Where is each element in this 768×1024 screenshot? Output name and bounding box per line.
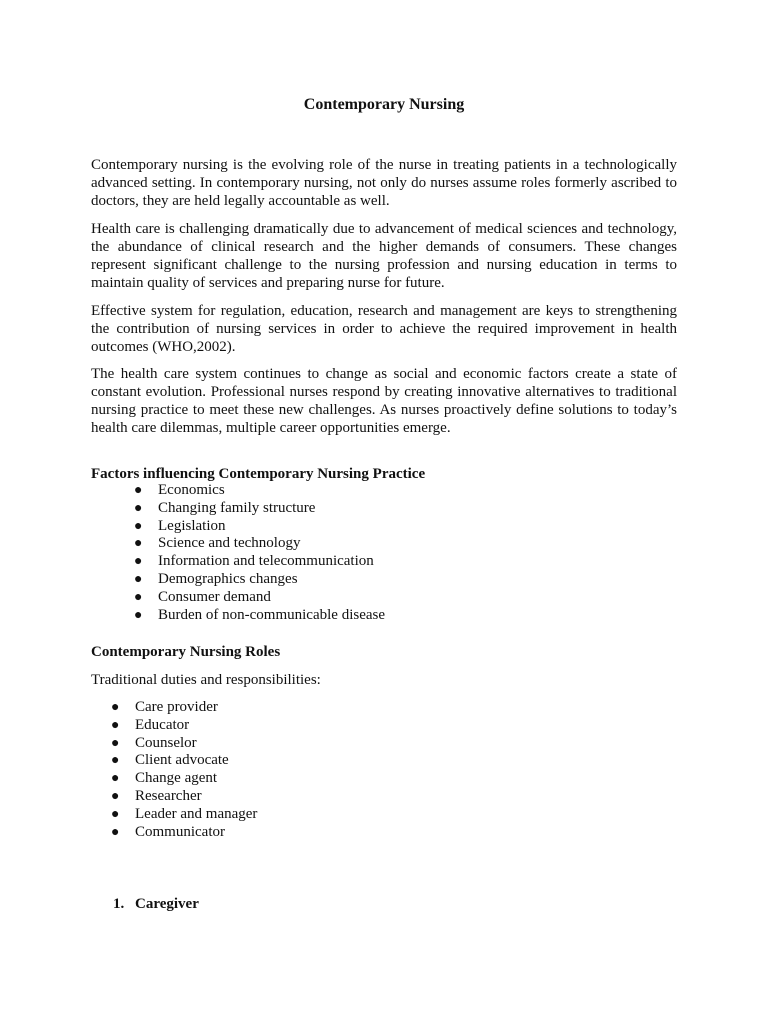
factors-list <box>134 482 386 624</box>
roles-intro: Traditional duties and responsibilities: <box>91 672 321 688</box>
list-item: ● Change agent <box>111 770 218 787</box>
list-item: ● Communicator <box>111 823 225 840</box>
bullet-icon: ● <box>134 483 143 498</box>
bullet-icon: ● <box>111 753 120 769</box>
document-title: Contemporary Nursing <box>303 96 465 113</box>
bullet-icon: ● <box>111 700 120 715</box>
section-label: Caregiver <box>135 896 199 912</box>
bullet-icon: ● <box>111 735 120 751</box>
list-item: ● Science and technology <box>134 535 301 552</box>
bullet-icon: ● <box>134 500 143 516</box>
bullet-icon: ● <box>134 589 143 605</box>
section-caregiver-heading <box>113 895 199 913</box>
list-item: ● Changing family structure <box>134 499 316 516</box>
bullet-icon: ● <box>111 806 120 822</box>
section-number: 1. <box>113 896 125 912</box>
paragraph-challenges: Health care is challenging dramatically due to advancement of medical sciences and technology, the abundance of clinical research and the higher demands of consumers. These changes represent significant challenge to the nursing profession and nursing education in terms to maintain quality of services and preparing nurse for future. <box>91 221 677 291</box>
list-item: ● Care provider <box>111 699 218 715</box>
bullet-icon: ● <box>134 536 143 552</box>
paragraph-effective-system: Effective system for regulation, education, research and management are keys to strengthening the contribution of nursing services in order to achieve the required improvement in health outcomes (WHO,2002). <box>91 303 677 355</box>
list-item: ● Economics <box>134 482 225 498</box>
bullet-icon: ● <box>134 571 143 587</box>
list-item: ● Counselor <box>111 734 197 751</box>
bullet-icon: ● <box>134 518 143 534</box>
bullet-icon: ● <box>111 788 120 804</box>
list-item: ● Client advocate <box>111 752 229 769</box>
list-item: ● Consumer demand <box>134 588 271 605</box>
bullet-icon: ● <box>134 607 143 623</box>
roles-list <box>111 699 258 841</box>
list-item: ● Demographics changes <box>134 570 298 587</box>
list-item: ● Educator <box>111 716 190 733</box>
bullet-icon: ● <box>111 717 120 733</box>
list-item: ● Burden of non-communicable disease <box>134 606 386 623</box>
list-item: ● Researcher <box>111 787 202 804</box>
factors-heading: Factors influencing Contemporary Nursing Practice <box>91 466 426 482</box>
paragraph-definition: Contemporary nursing is the evolving role of the nurse in treating patients in a technologically advanced setting. In contemporary nursing, not only do nurses assume roles formerly ascribed to doctors, they are held legally accountable as well. <box>91 157 677 209</box>
list-item: ● Legislation <box>134 517 226 534</box>
list-item: ● Information and telecommunication <box>134 553 374 570</box>
bullet-icon: ● <box>134 554 143 570</box>
bullet-icon: ● <box>111 771 120 787</box>
bullet-icon: ● <box>111 824 120 840</box>
list-item: ● Leader and manager <box>111 805 258 822</box>
roles-heading: Contemporary Nursing Roles <box>91 644 281 660</box>
paragraph-health-care-system: The health care system continues to change as social and economic factors create a state of constant evolution. Professional nurses respond by creating innovative alternatives to traditional nursing practice to meet these new challenges. As nurses proactively define solutions to today’s health care dilemmas, multiple career opportunities emerge. <box>91 366 677 436</box>
